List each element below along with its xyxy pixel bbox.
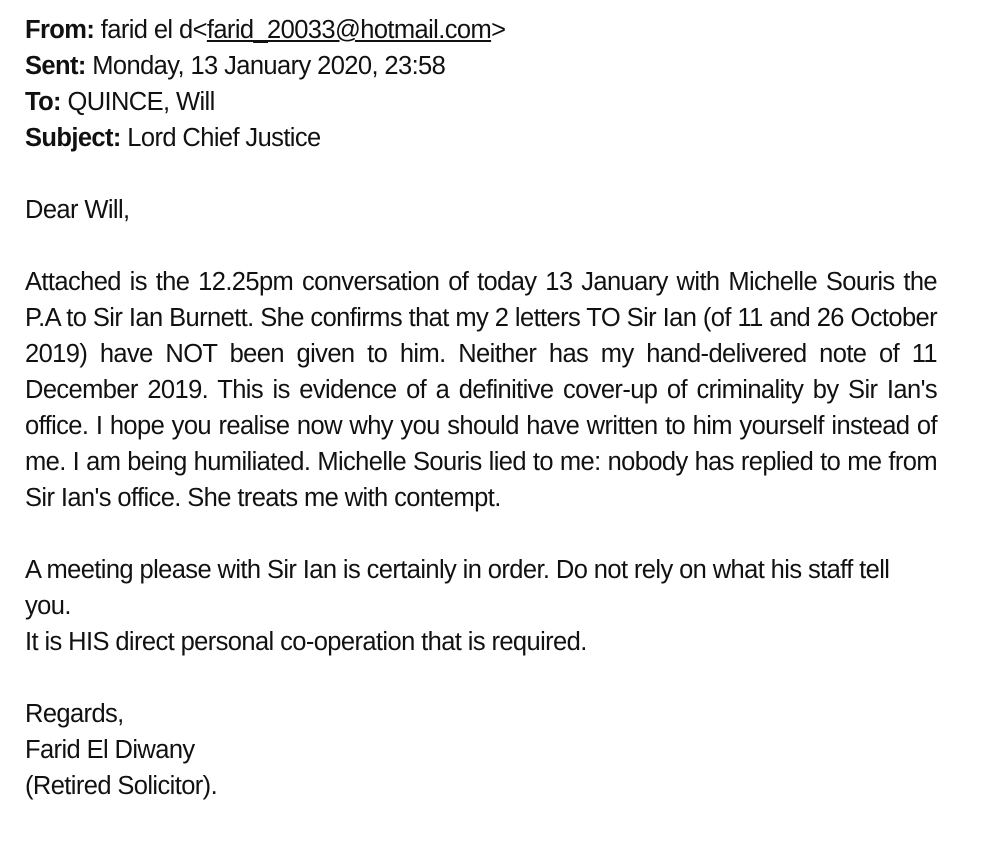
subject-line [25,120,937,156]
sent-value: Monday, 13 January 2020, 23:58 [92,52,446,80]
spacer [25,516,937,552]
from-email-open: < [192,16,207,44]
signature-name: Farid El Diwany [25,736,195,764]
to-label: To: [25,88,61,116]
sent-line [25,48,937,84]
subject-value: Lord Chief Justice [127,124,321,152]
body-paragraph-2-line-2: It is HIS direct personal co-operation that is required. [25,628,587,656]
subject-label: Subject: [25,124,121,152]
body-paragraph-1: Attached is the 12.25pm conversation of today 13 January with Michelle Souris the P.A to Sir Ian Burnett. She confirms that my 2 letters TO Sir Ian (of 11 and 26 October 2019) have NOT been given to him. Neither has my hand-delivered note of 11 December 2019. This is evidence of a definitive cover-up of criminality by Sir Ian's office. I hope you realise now why you should have written to him yourself instead of me. I am being humiliated. Michelle Souris lied to me: nobody has replied to me from Sir Ian's office. She treats me with contempt. [25,268,937,512]
body-paragraph-2 [25,552,937,660]
spacer [25,660,937,696]
sent-label: Sent: [25,52,86,80]
from-email-close: > [491,16,506,44]
from-email-link[interactable]: farid_20033@hotmail.com [206,16,492,44]
to-value: QUINCE, Will [67,88,215,116]
signature-block [25,696,937,804]
greeting: Dear Will, [25,196,130,224]
to-line [25,84,937,120]
signature-closing: Regards, [25,700,124,728]
from-name: farid el d [100,16,193,44]
body-paragraph-2-line-1: A meeting please with Sir Ian is certainly in order. Do not rely on what his staff tell you. [25,556,890,620]
from-label: From: [25,16,95,44]
signature-title: (Retired Solicitor). [25,772,218,800]
email-document [25,12,937,804]
spacer [25,156,937,192]
from-line [25,12,937,48]
spacer [25,228,937,264]
